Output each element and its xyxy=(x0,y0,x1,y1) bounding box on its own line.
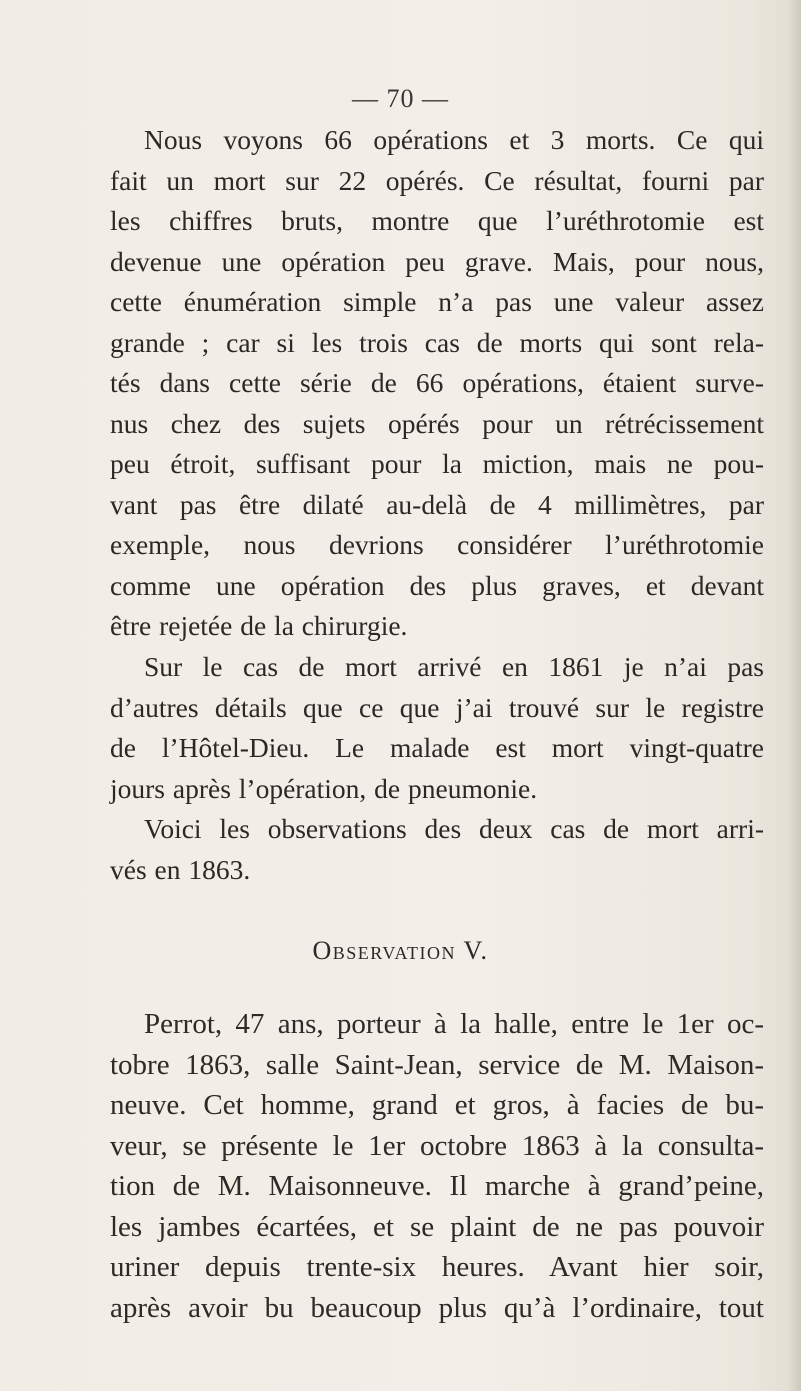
text-line: jours après l’opération, de pneumonie. xyxy=(110,772,538,804)
paragraph-4 xyxy=(110,1004,764,1328)
paragraph-2 xyxy=(110,647,764,809)
text-line: tion de M. Maisonneuve. Il marche à grand’peine, xyxy=(110,1170,764,1202)
text-line: Perrot, 47 ans, porteur à la halle, entre le 1er oc- xyxy=(144,1008,764,1040)
text-line: veur, se présente le 1er octobre 1863 à la consulta- xyxy=(110,1129,764,1162)
text-line: d’autres détails que ce que j’ai trouvé sur le registre xyxy=(110,691,764,723)
page-edge-shadow xyxy=(787,0,801,1391)
text-line: uriner depuis trente-six heures. Avant hier soir, xyxy=(110,1251,764,1283)
text-line: tés dans cette série de 66 opérations, étaient surve- xyxy=(110,367,764,398)
paragraph-3 xyxy=(110,809,764,890)
text-line: grande ; car si les trois cas de morts qui sont rela- xyxy=(110,326,764,358)
text-line: Voici les observations des deux cas de mort arri- xyxy=(144,813,764,844)
text-line: cette énumération simple n’a pas une valeur assez xyxy=(110,286,764,317)
paragraph-1 xyxy=(110,120,764,647)
page-number: — 70 — xyxy=(352,84,449,113)
text-line: Nous voyons 66 opérations et 3 morts. Ce qui xyxy=(144,124,764,155)
text-line: après avoir bu beaucoup plus qu’à l’ordinaire, tout xyxy=(110,1291,764,1324)
text-line: être rejetée de la chirurgie. xyxy=(110,610,408,641)
text-line: exemple, nous devrions considérer l’uréthrotomie xyxy=(110,529,764,560)
text-line: vant pas être dilaté au-delà de 4 millimètres, par xyxy=(110,488,764,520)
text-line: de l’Hôtel-Dieu. Le malade est mort vingt-quatre xyxy=(110,732,764,763)
text-line: fait un mort sur 22 opérés. Ce résultat, fourni par xyxy=(110,164,764,196)
observation-heading: Observation V. xyxy=(312,936,489,965)
text-line: nus chez des sujets opérés pour un rétrécissement xyxy=(110,407,764,439)
text-line: peu étroit, suffisant pour la miction, mais ne pou- xyxy=(110,448,764,479)
text-line: les chiffres bruts, montre que l’uréthrotomie est xyxy=(110,205,764,236)
text-line: Sur le cas de mort arrivé en 1861 je n’ai pas xyxy=(144,651,764,682)
text-line: neuve. Cet homme, grand et gros, à facies de bu- xyxy=(110,1089,764,1121)
text-line: vés en 1863. xyxy=(110,853,251,885)
text-line: devenue une opération peu grave. Mais, pour nous, xyxy=(110,245,764,277)
text-line: comme une opération des plus graves, et devant xyxy=(110,569,764,601)
text-line: les jambes écartées, et se plaint de ne pas pouvoir xyxy=(110,1210,764,1243)
text-line: tobre 1863, salle Saint-Jean, service de M. Maison- xyxy=(110,1048,764,1081)
